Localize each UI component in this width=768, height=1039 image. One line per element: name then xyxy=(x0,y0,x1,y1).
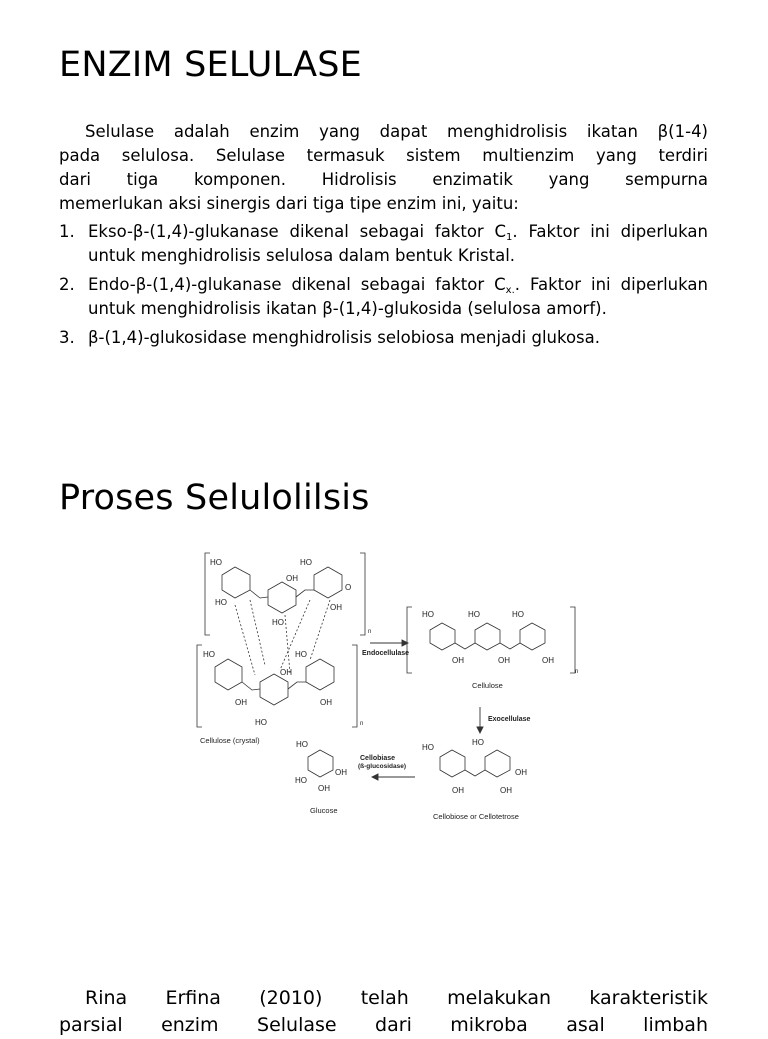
caption-cellulose: Cellulose xyxy=(472,681,503,690)
chem-label: HO xyxy=(472,738,484,747)
list-number: 3. xyxy=(59,328,75,347)
list-subscript: x. xyxy=(505,285,515,296)
caption-glucose: Glucose xyxy=(310,806,338,815)
chem-label: OH xyxy=(498,656,510,665)
caption-cellobiase-sub: (ß-glucosidase) xyxy=(358,763,407,770)
chem-label: OH xyxy=(500,786,512,795)
list-text: β-(1,4)-glukosidase menghidrolisis selobiosa menjadi glukosa. xyxy=(88,328,601,347)
caption-cellobiose: Cellobiose or Cellotetrose xyxy=(433,812,519,821)
list-subscript: 1 xyxy=(506,232,513,243)
caption-cellobiase: Cellobiase xyxy=(360,755,396,762)
chem-label: OH xyxy=(235,698,247,707)
chem-label: OH xyxy=(542,656,554,665)
enzyme-list xyxy=(59,220,708,355)
section-title-enzim-selulase: ENZIM SELULASE xyxy=(59,45,363,85)
caption-endocellulase: Endocellulase xyxy=(362,650,410,657)
list-text: . Faktor ini diperlukan untuk menghidrolisis selulosa dalam bentuk Kristal. xyxy=(88,222,708,265)
intro-line: memerlukan aksi sinergis dari tiga tipe enzim ini, yaitu: xyxy=(59,194,519,213)
chem-label: OH xyxy=(452,656,464,665)
glucose-ring xyxy=(306,659,334,690)
chem-label: HO xyxy=(296,740,308,749)
chem-label: OH xyxy=(286,574,298,583)
chem-label: HO xyxy=(295,650,307,659)
closing-line: Rina Erfina (2010) telah melakukan karakteristik xyxy=(85,987,708,1009)
cellulolysis-diagram xyxy=(190,545,590,830)
hydrogen-bond xyxy=(235,600,330,675)
chem-label: OH xyxy=(330,603,342,612)
glucose-ring xyxy=(520,623,545,650)
chem-label: HO xyxy=(215,598,227,607)
bracket-right xyxy=(570,607,575,673)
chem-label: HO xyxy=(512,610,524,619)
glycosidic-bond xyxy=(455,643,520,649)
chem-label: HO xyxy=(468,610,480,619)
chem-label: OH xyxy=(320,698,332,707)
chem-label: n xyxy=(368,629,372,635)
chem-label: OH xyxy=(335,768,347,777)
intro-line: pada selulosa. Selulase termasuk sistem multienzim yang terdiri xyxy=(59,146,708,165)
glucose-ring xyxy=(268,582,296,613)
glucose-ring xyxy=(430,623,455,650)
chem-label: O xyxy=(345,583,352,592)
chem-label: HO xyxy=(203,650,215,659)
glucose-ring xyxy=(314,567,342,598)
chem-label: HO xyxy=(295,776,307,785)
chem-label: HO xyxy=(210,558,222,567)
chem-label: OH xyxy=(452,786,464,795)
closing-line: parsial enzim Selulase dari mikroba asal limbah xyxy=(59,1014,708,1036)
bracket-right xyxy=(360,553,365,635)
chem-label: HO xyxy=(422,610,434,619)
chem-label: OH xyxy=(280,668,292,677)
list-number: 2. xyxy=(59,275,75,294)
intro-line: dari tiga komponen. Hidrolisis enzimatik yang sempurna xyxy=(59,170,708,189)
glucose-ring xyxy=(485,750,510,777)
glycosidic-bond xyxy=(242,682,306,690)
caption-exocellulase: Exocellulase xyxy=(488,716,531,723)
bracket-left xyxy=(197,645,202,727)
section-title-proses: Proses Selulolilsis xyxy=(59,478,370,518)
glucose-ring xyxy=(215,659,242,690)
bracket-left xyxy=(407,607,412,673)
glucose-ring xyxy=(475,623,500,650)
list-item xyxy=(59,273,708,321)
glucose-ring xyxy=(440,750,465,777)
chem-label: n xyxy=(575,669,579,675)
chem-label: n xyxy=(360,721,364,727)
list-number: 1. xyxy=(59,222,75,241)
list-text: Ekso-β-(1,4)-glukanase dikenal sebagai faktor C xyxy=(88,222,507,241)
list-item xyxy=(59,326,708,350)
glycosidic-bond xyxy=(465,770,485,776)
list-text: . Faktor ini diperlukan untuk menghidrolisis ikatan β-(1,4)-glukosida (selulosa amorf). xyxy=(88,275,708,318)
list-item xyxy=(59,220,708,268)
caption-cellulose-crystal: Cellulose (crystal) xyxy=(200,736,260,745)
glucose-ring xyxy=(308,750,333,777)
chem-label: HO xyxy=(300,558,312,567)
list-text: Endo-β-(1,4)-glukanase dikenal sebagai faktor C xyxy=(88,275,506,294)
glucose-ring xyxy=(222,567,250,598)
bracket-right xyxy=(352,645,357,727)
glucose-ring xyxy=(260,674,288,705)
chem-label: OH xyxy=(318,784,330,793)
glycosidic-bond xyxy=(250,590,314,598)
chem-label: OH xyxy=(515,768,527,777)
chem-label: HO xyxy=(272,618,284,627)
chem-label: HO xyxy=(422,743,434,752)
intro-line: Selulase adalah enzim yang dapat menghidrolisis ikatan β(1-4) xyxy=(85,122,708,141)
chem-label: HO xyxy=(255,718,267,727)
